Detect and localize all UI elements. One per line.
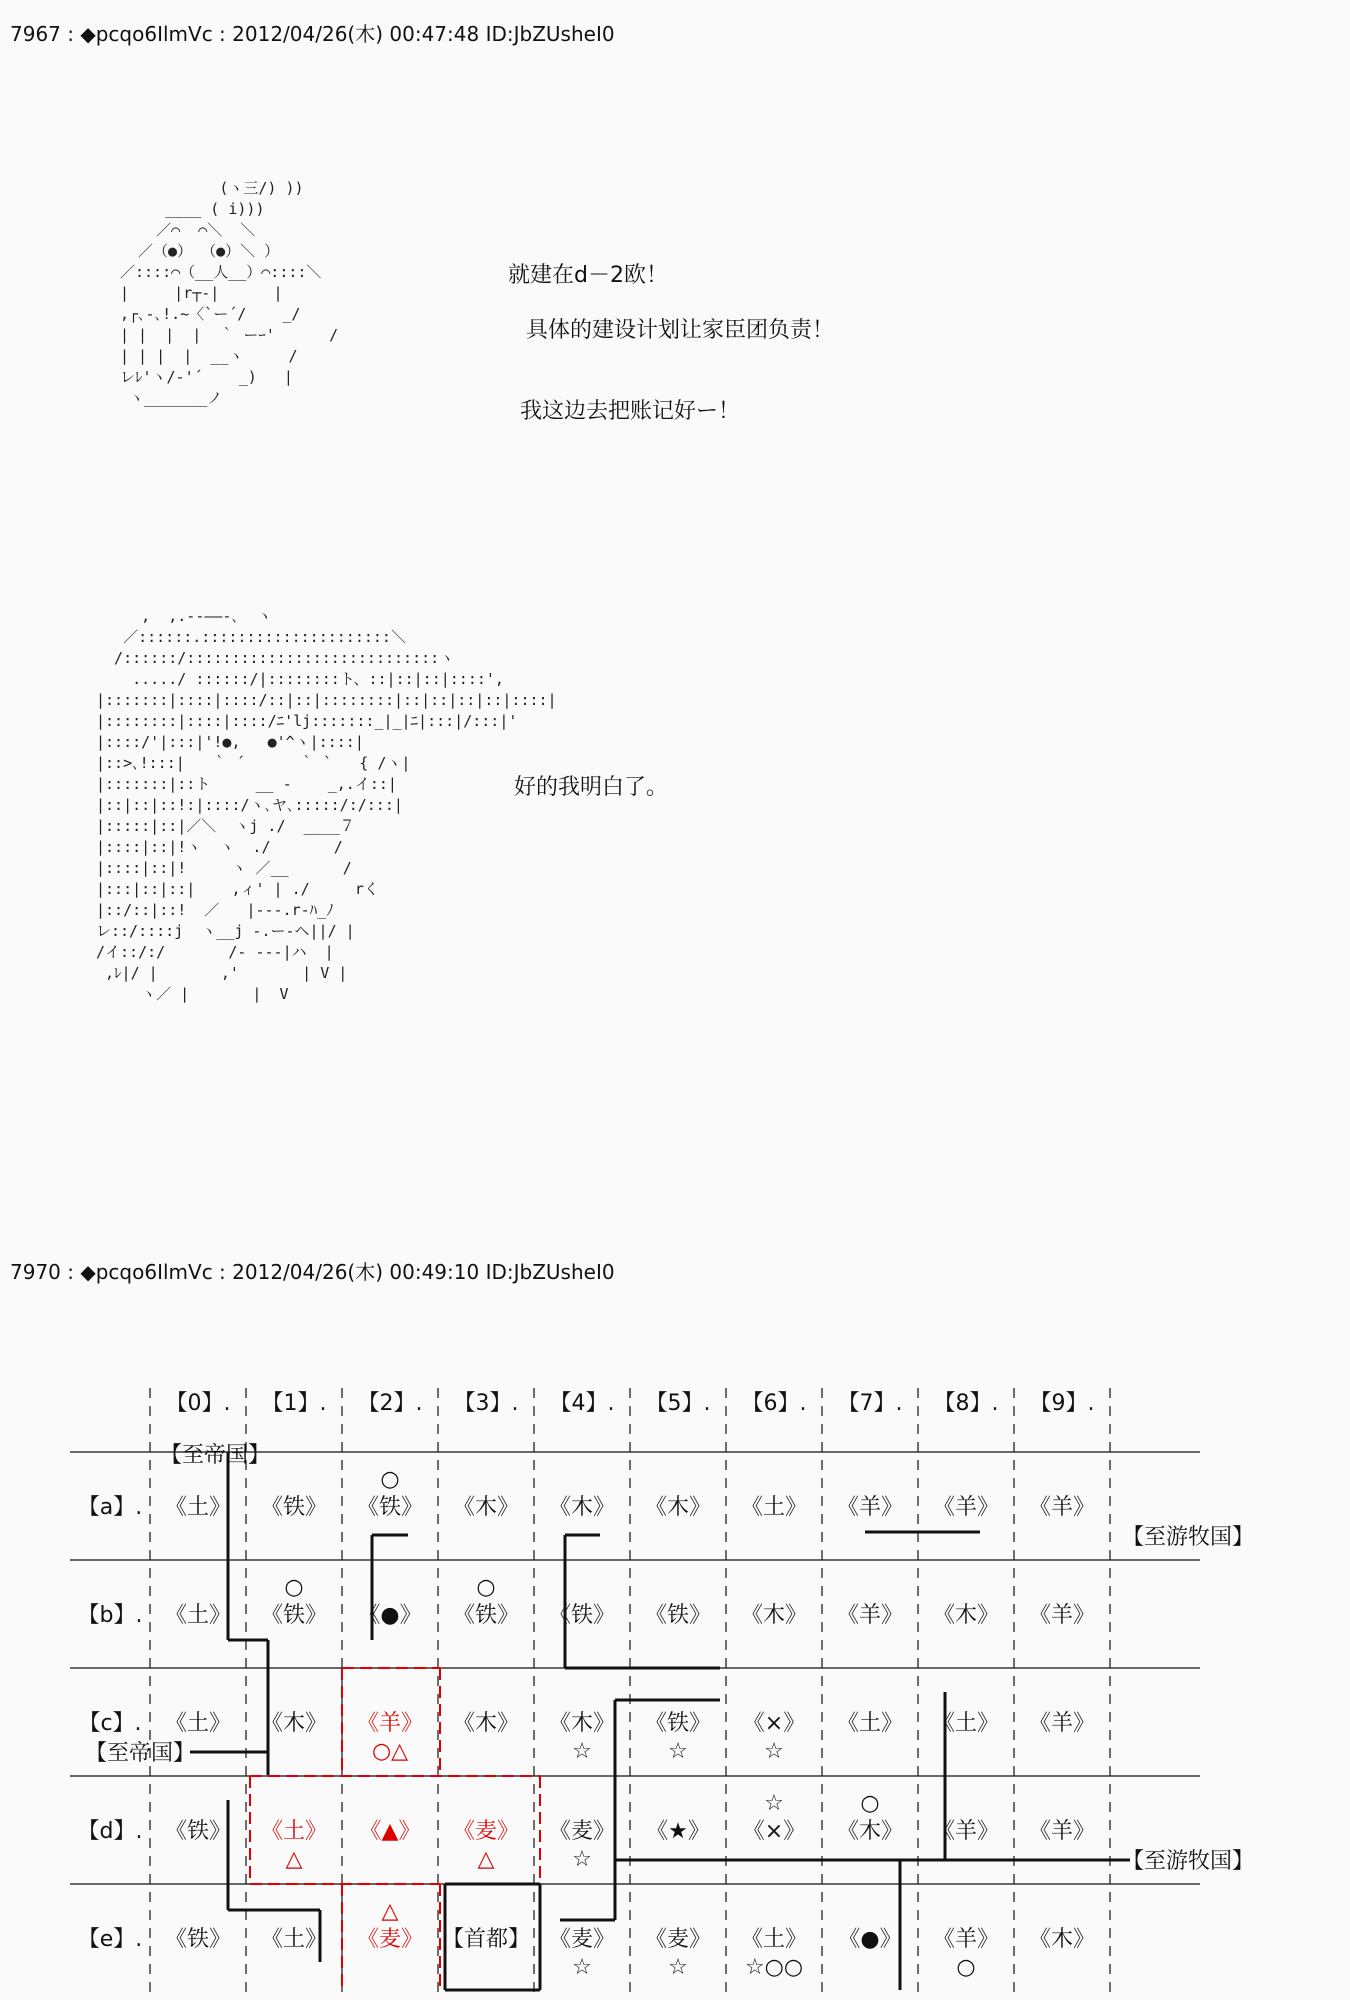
column-header: 【1】. bbox=[261, 1391, 327, 1416]
territory-cell: 《木》 bbox=[740, 1603, 808, 1628]
dialogue-line: 就建在d－2欧！ bbox=[508, 263, 668, 288]
territory-cell: 《木》 bbox=[452, 1495, 520, 1520]
territory-cell: 《羊》 bbox=[836, 1603, 904, 1628]
cell-marker: ☆ bbox=[764, 1739, 784, 1764]
territory-cell: 《木》 bbox=[1028, 1927, 1096, 1952]
territory-cell: 《土》 bbox=[164, 1711, 232, 1736]
column-header: 【8】. bbox=[933, 1391, 999, 1416]
territory-cell: 《铁》 bbox=[644, 1711, 712, 1736]
territory-map-grid bbox=[0, 1340, 1350, 2000]
territory-cell: 《木》 bbox=[932, 1603, 1000, 1628]
row-label: 【b】. bbox=[77, 1603, 143, 1628]
territory-cell: 《羊》 bbox=[1028, 1603, 1096, 1628]
row-label: 【e】. bbox=[77, 1927, 143, 1952]
territory-cell: 《麦》 bbox=[452, 1819, 520, 1844]
territory-cell: 《木》 bbox=[548, 1495, 616, 1520]
territory-cell: 《铁》 bbox=[164, 1819, 232, 1844]
column-header: 【5】. bbox=[645, 1391, 711, 1416]
route-label-nomad: 【至游牧国】 bbox=[1121, 1849, 1255, 1874]
row-label: 【c】. bbox=[78, 1711, 142, 1736]
territory-cell: 《羊》 bbox=[1028, 1711, 1096, 1736]
territory-cell: 《★》 bbox=[646, 1819, 710, 1844]
territory-cell: 《×》 bbox=[742, 1819, 806, 1844]
territory-cell: 《木》 bbox=[260, 1711, 328, 1736]
column-header: 【7】. bbox=[837, 1391, 903, 1416]
territory-cell: 《麦》 bbox=[356, 1927, 424, 1952]
cell-marker: ○ bbox=[860, 1791, 880, 1816]
column-header: 【0】. bbox=[165, 1391, 231, 1416]
territory-cell: 《土》 bbox=[260, 1819, 328, 1844]
territory-cell: 《土》 bbox=[836, 1711, 904, 1736]
territory-cell: 《铁》 bbox=[452, 1603, 520, 1628]
territory-cell: 《▲》 bbox=[359, 1819, 421, 1844]
ascii-art-girl: , ,.-‐――-､ ヽ ／::::::.:::::::::::::::::::::＼ /::::::/::::::::::::::::::::::::::::ヽ ...../ ::::::/|::::::::ト、::|::|::|::::', |:::::::|::::|::::/::|::|::::::::|::|::|::|::|::::| |::::::::|::::|::::/ﾆ'lj:::::::_|_|ﾆ|:::|/:::|' |::::/'|:::|'!●, ●'^ヽ|::::| |::>､!:::| ｀ ´ ｀ ` { /ヽ| |:::::::|::ト __ - _,.イ::| |::|::|::!:|::::/ヽ､ヤ､:::::/:/:::| |:::::|::|／＼ ヽj ./ ____７ |::::|::|!ヽ ヽ ./ / |::::|::|! ヽ ／__ / |:::|::|::| ,ィ' | ./ rく |::/::|::! ／ |‐‐‐.r‐ﾊ_ﾉ レ::/::::j ヽ__j -.ー‐ヘ||/ | /イ::/:/ /‐ ‐‐‐|ハ | ,ﾚ|/ | ,' | V | ヽ／ | | V bbox=[96, 607, 557, 1003]
territory-cell: 《×》 bbox=[742, 1711, 806, 1736]
territory-cell: 《木》 bbox=[452, 1711, 520, 1736]
cell-marker: △ bbox=[477, 1847, 495, 1872]
cell-marker: △ bbox=[285, 1847, 303, 1872]
dialogue-line: 我这边去把账记好ー！ bbox=[520, 399, 741, 424]
territory-cell: 《土》 bbox=[260, 1927, 328, 1952]
cell-marker: ☆ bbox=[572, 1739, 592, 1764]
route-label-empire: 【至帝国】 bbox=[84, 1741, 196, 1766]
dialogue-line: 好的我明白了。 bbox=[514, 775, 669, 800]
cell-marker: ☆ bbox=[572, 1955, 592, 1980]
territory-cell: 《羊》 bbox=[932, 1819, 1000, 1844]
territory-cell: 《土》 bbox=[740, 1927, 808, 1952]
cell-marker: ○ bbox=[476, 1575, 496, 1600]
territory-cell: 《羊》 bbox=[836, 1495, 904, 1520]
row-label: 【a】. bbox=[77, 1495, 143, 1520]
territory-cell: 《羊》 bbox=[932, 1927, 1000, 1952]
column-header: 【3】. bbox=[453, 1391, 519, 1416]
territory-cell: 《羊》 bbox=[1028, 1819, 1096, 1844]
territory-cell: 《土》 bbox=[740, 1495, 808, 1520]
territory-cell: 《铁》 bbox=[260, 1495, 328, 1520]
cell-marker: ○ bbox=[380, 1467, 400, 1492]
territory-cell: 《麦》 bbox=[548, 1927, 616, 1952]
territory-cell: 《木》 bbox=[548, 1711, 616, 1736]
territory-cell: 《铁》 bbox=[356, 1495, 424, 1520]
territory-cell: 《木》 bbox=[644, 1495, 712, 1520]
territory-cell: 《铁》 bbox=[644, 1603, 712, 1628]
column-header: 【6】. bbox=[741, 1391, 807, 1416]
cell-marker: △ bbox=[381, 1899, 399, 1924]
territory-cell: 《●》 bbox=[358, 1603, 422, 1628]
territory-cell: 【首都】 bbox=[441, 1927, 531, 1952]
post-header: 7970 : ◆pcqo6IlmVc : 2012/04/26(木) 00:49:10 ID:JbZUsheI0 bbox=[10, 1260, 615, 1284]
route-label-nomad: 【至游牧国】 bbox=[1121, 1525, 1255, 1550]
territory-cell: 《麦》 bbox=[644, 1927, 712, 1952]
territory-cell: 《麦》 bbox=[548, 1819, 616, 1844]
territory-cell: 《铁》 bbox=[164, 1927, 232, 1952]
territory-cell: 《铁》 bbox=[260, 1603, 328, 1628]
route-label-empire: 【至帝国】 bbox=[159, 1443, 271, 1468]
cell-marker: ☆○○ bbox=[744, 1955, 804, 1980]
row-label: 【d】. bbox=[77, 1819, 143, 1844]
territory-cell: 《●》 bbox=[838, 1927, 902, 1952]
cell-marker: ○△ bbox=[371, 1739, 409, 1764]
territory-cell: 《木》 bbox=[836, 1819, 904, 1844]
cell-marker: ○ bbox=[956, 1955, 976, 1980]
cell-marker: ☆ bbox=[668, 1739, 688, 1764]
cell-marker: ☆ bbox=[572, 1847, 592, 1872]
ascii-art-yaruo: (ヽ三/) )) ____ ( i))) ／⌒ ⌒＼ ＼ ／（●） （●）＼ ） ／::::⌒（__人__）⌒::::＼ | |r┬-| | ,┌､-､!.~〈`ー´/ _/ | | | | ｀ ーｰ' / | | | | __ヽ / レﾚ'ヽ/‐'´ _) | ヽ_______ノ bbox=[120, 179, 339, 407]
territory-cell: 《羊》 bbox=[356, 1711, 424, 1736]
column-header: 【9】. bbox=[1029, 1391, 1095, 1416]
column-header: 【4】. bbox=[549, 1391, 615, 1416]
column-header: 【2】. bbox=[357, 1391, 423, 1416]
dialogue-line: 具体的建设计划让家臣团负责！ bbox=[526, 318, 835, 343]
post-header: 7967 : ◆pcqo6IlmVc : 2012/04/26(木) 00:47:48 ID:JbZUsheI0 bbox=[10, 22, 615, 46]
cell-marker: ○ bbox=[284, 1575, 304, 1600]
cell-marker: ☆ bbox=[764, 1791, 784, 1816]
cell-marker: ☆ bbox=[668, 1955, 688, 1980]
territory-cell: 《铁》 bbox=[548, 1603, 616, 1628]
territory-cell: 《土》 bbox=[164, 1495, 232, 1520]
territory-cell: 《土》 bbox=[164, 1603, 232, 1628]
territory-cell: 《羊》 bbox=[932, 1495, 1000, 1520]
territory-cell: 《羊》 bbox=[1028, 1495, 1096, 1520]
territory-cell: 《土》 bbox=[932, 1711, 1000, 1736]
